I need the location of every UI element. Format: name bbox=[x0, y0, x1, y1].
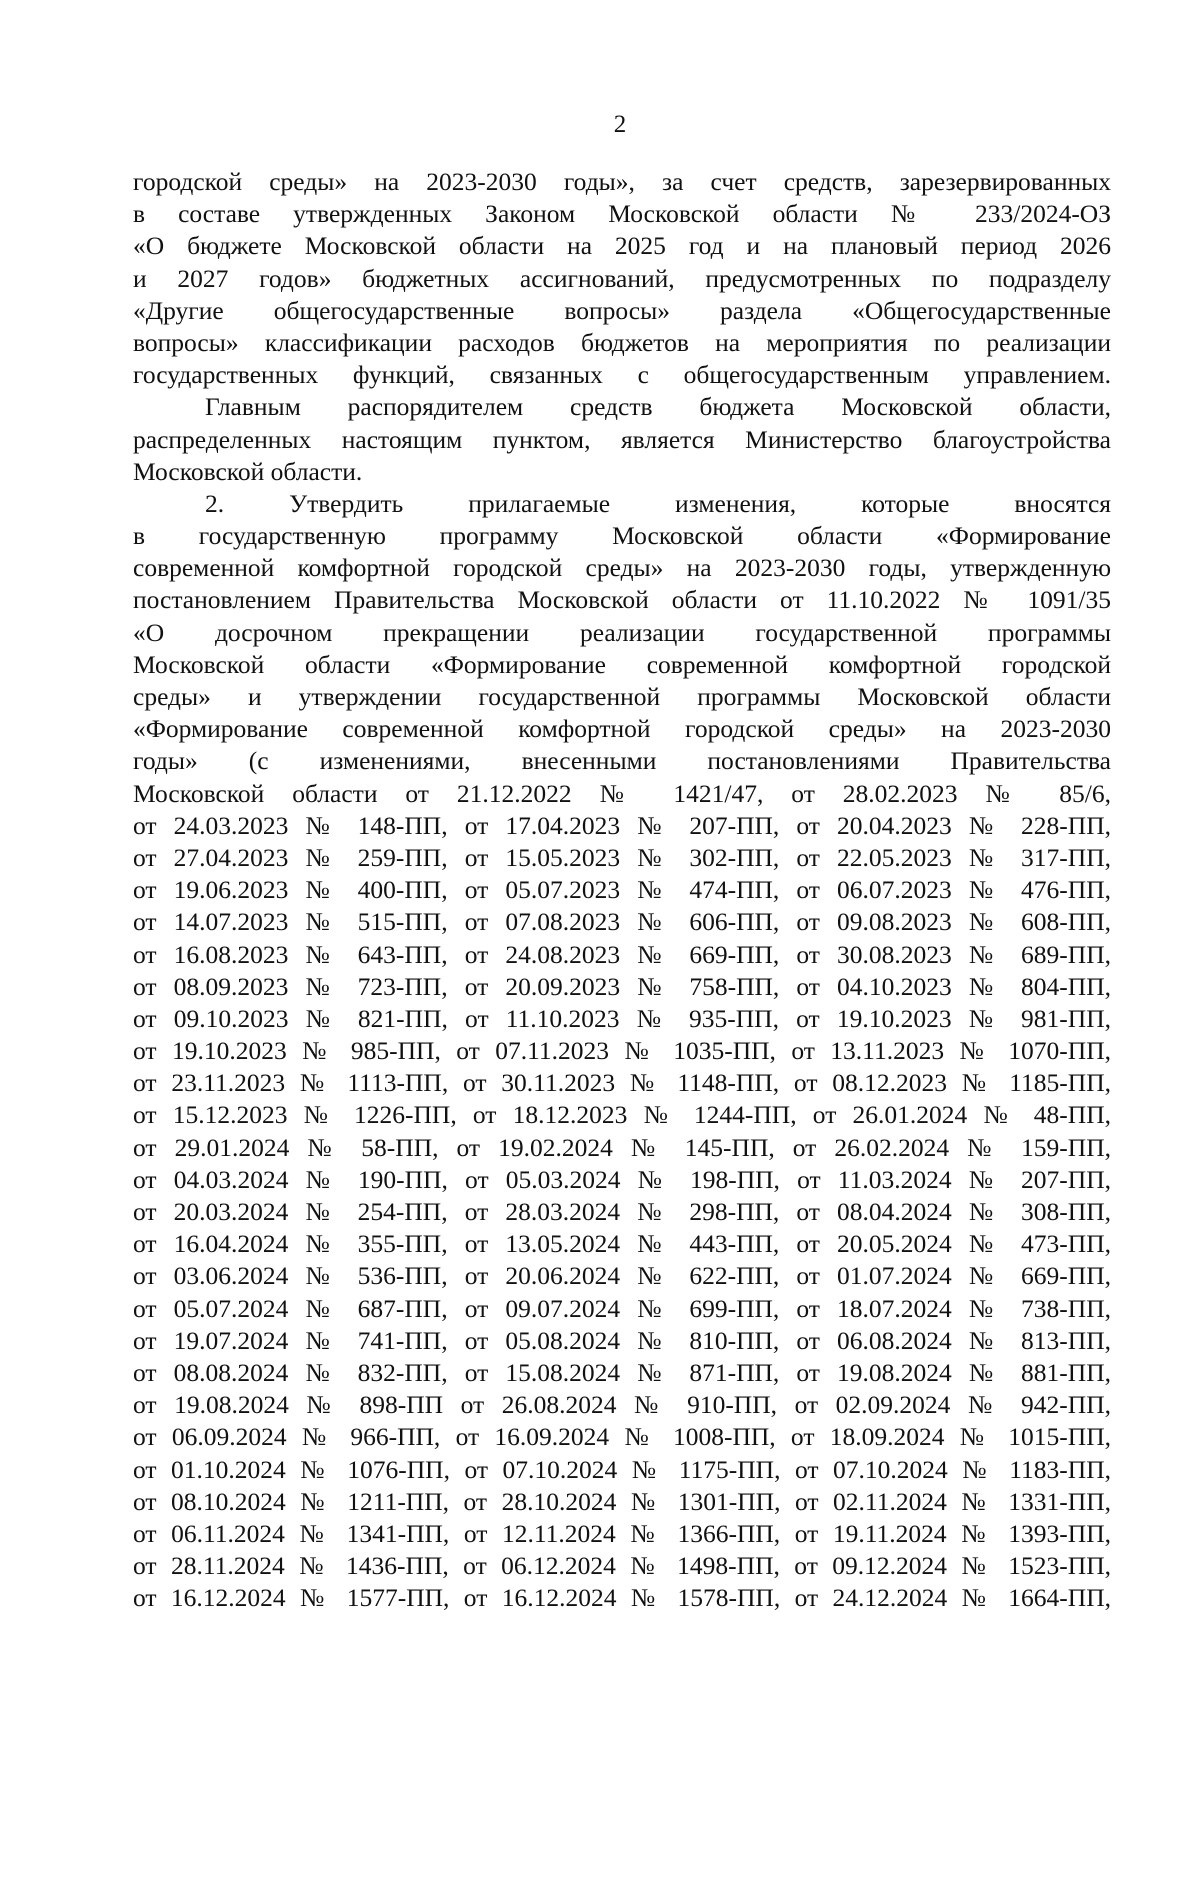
text-line: от 23.11.2023 № 1113-ПП, от 30.11.2023 № 1148-ПП, от 08.12.2023 № 1185-ПП, bbox=[133, 1068, 1111, 1098]
text-line bbox=[133, 1647, 1111, 1679]
text-line: «Формирование современной комфортной городской среды» на 2023-2030 bbox=[133, 714, 1111, 744]
text-line: от 09.10.2023 № 821-ПП, от 11.10.2023 № 935-ПП, от 19.10.2023 № 981-ПП, bbox=[133, 1003, 1111, 1033]
text-line: от 08.10.2024 № 1211-ПП, от 28.10.2024 № 1301-ПП, от 02.11.2024 № 1331-ПП, bbox=[133, 1486, 1111, 1516]
text-line: от 19.06.2023 № 400-ПП, от 05.07.2023 № 474-ПП, от 06.07.2023 № 476-ПП, bbox=[133, 875, 1111, 905]
text-line: от 16.12.2024 № 1577-ПП, от 16.12.2024 № 1578-ПП, от 24.12.2024 № 1664-ПП, bbox=[133, 1583, 1111, 1613]
text-line: Московской области «Формирование современной комфортной городской bbox=[133, 649, 1111, 679]
text-line: среды» и утверждении государственной программы Московской области bbox=[133, 682, 1111, 711]
text-line: от 01.10.2024 № 1076-ПП, от 07.10.2024 № 1175-ПП, от 07.10.2024 № 1183-ПП, bbox=[133, 1454, 1111, 1484]
text-line: в государственную программу Московской области «Формирование bbox=[133, 521, 1111, 551]
text-line bbox=[133, 1711, 1111, 1743]
text-line: от 19.07.2024 № 741-ПП, от 05.08.2024 № 810-ПП, от 06.08.2024 № 813-ПП, bbox=[133, 1325, 1111, 1355]
text-line: от 16.08.2023 № 643-ПП, от 24.08.2023 № 669-ПП, от 30.08.2023 № 689-ПП, bbox=[133, 939, 1111, 969]
text-line: Московской области. bbox=[133, 456, 363, 486]
text-line bbox=[133, 1743, 1111, 1775]
text-line: от 14.07.2023 № 515-ПП, от 07.08.2023 № 606-ПП, от 09.08.2023 № 608-ПП, bbox=[133, 907, 1111, 937]
text-line: от 19.10.2023 № 985-ПП, от 07.11.2023 № 1035-ПП, от 13.11.2023 № 1070-ПП, bbox=[133, 1036, 1111, 1066]
document-body bbox=[133, 166, 1111, 1904]
text-line: 2. Утвердить прилагаемые изменения, которые вносятся bbox=[205, 488, 1111, 518]
text-line: от 19.08.2024 № 898-ПП от 26.08.2024 № 910-ПП, от 02.09.2024 № 942-ПП, bbox=[133, 1390, 1111, 1420]
text-line: от 06.09.2024 № 966-ПП, от 16.09.2024 № 1008-ПП, от 18.09.2024 № 1015-ПП, bbox=[133, 1422, 1111, 1452]
text-line: «Другие общегосударственные вопросы» раздела «Общегосударственные bbox=[133, 295, 1111, 325]
paragraph-budget-reserve bbox=[133, 166, 1111, 391]
text-line: от 29.01.2024 № 58-ПП, от 19.02.2024 № 145-ПП, от 26.02.2024 № 159-ПП, bbox=[133, 1132, 1111, 1162]
page-number: 2 bbox=[613, 111, 627, 138]
text-line: от 24.03.2023 № 148-ПП, от 17.04.2023 № 207-ПП, от 20.04.2023 № 228-ПП, bbox=[133, 810, 1111, 840]
text-line bbox=[133, 1840, 1111, 1872]
text-line: от 27.04.2023 № 259-ПП, от 15.05.2023 № 302-ПП, от 22.05.2023 № 317-ПП, bbox=[133, 842, 1111, 872]
paragraph-item-2 bbox=[133, 488, 1111, 1904]
text-line: Московской области от 21.12.2022 № 1421/47, от 28.02.2023 № 85/6, bbox=[133, 778, 1111, 808]
text-line bbox=[133, 1872, 1111, 1904]
text-line: Главным распорядителем средств бюджета Московской области, bbox=[205, 392, 1111, 422]
text-line: от 04.03.2024 № 190-ПП, от 05.03.2024 № 198-ПП, от 11.03.2024 № 207-ПП, bbox=[133, 1164, 1111, 1194]
text-line: от 06.11.2024 № 1341-ПП, от 12.11.2024 № 1366-ПП, от 19.11.2024 № 1393-ПП, bbox=[133, 1518, 1111, 1548]
text-line: городской среды» на 2023-2030 годы», за счет средств, зарезервированных bbox=[133, 167, 1111, 196]
text-line: распределенных настоящим пунктом, является Министерство благоустройства bbox=[133, 424, 1111, 454]
text-line bbox=[133, 1808, 1111, 1840]
text-line: «О досрочном прекращении реализации государственной программы bbox=[133, 617, 1111, 647]
text-line: годы» (с изменениями, внесенными постановлениями Правительства bbox=[133, 746, 1111, 776]
text-line: современной комфортной городской среды» на 2023-2030 годы, утвержденную bbox=[133, 553, 1111, 583]
text-line: от 03.06.2024 № 536-ПП, от 20.06.2024 № 622-ПП, от 01.07.2024 № 669-ПП, bbox=[133, 1261, 1111, 1291]
text-line: постановлением Правительства Московской области от 11.10.2022 № 1091/35 bbox=[133, 585, 1111, 615]
text-line: от 28.11.2024 № 1436-ПП, от 06.12.2024 № 1498-ПП, от 09.12.2024 № 1523-ПП, bbox=[133, 1551, 1111, 1581]
text-line: «О бюджете Московской области на 2025 год и на плановый период 2026 bbox=[133, 231, 1111, 261]
text-line: от 05.07.2024 № 687-ПП, от 09.07.2024 № 699-ПП, от 18.07.2024 № 738-ПП, bbox=[133, 1293, 1111, 1323]
text-line: в составе утвержденных Законом Московской области № 233/2024-ОЗ bbox=[133, 199, 1111, 229]
text-line: от 20.03.2024 № 254-ПП, от 28.03.2024 № 298-ПП, от 08.04.2024 № 308-ПП, bbox=[133, 1197, 1111, 1226]
text-line: от 08.09.2023 № 723-ПП, от 20.09.2023 № 758-ПП, от 04.10.2023 № 804-ПП, bbox=[133, 971, 1111, 1001]
text-line bbox=[133, 1679, 1111, 1711]
paragraph-chief-administrator bbox=[133, 391, 1111, 488]
text-line: от 15.12.2023 № 1226-ПП, от 18.12.2023 № 1244-ПП, от 26.01.2024 № 48-ПП, bbox=[133, 1100, 1111, 1130]
text-line: вопросы» классификации расходов бюджетов на мероприятия по реализации bbox=[133, 327, 1111, 357]
text-line: и 2027 годов» бюджетных ассигнований, предусмотренных по подразделу bbox=[133, 263, 1111, 293]
text-line: от 16.04.2024 № 355-ПП, от 13.05.2024 № 443-ПП, от 20.05.2024 № 473-ПП, bbox=[133, 1229, 1111, 1259]
text-line bbox=[133, 1614, 1111, 1646]
text-line: государственных функций, связанных с общегосударственным управлением. bbox=[133, 360, 1111, 390]
text-line bbox=[133, 1775, 1111, 1807]
text-line: от 08.08.2024 № 832-ПП, от 15.08.2024 № 871-ПП, от 19.08.2024 № 881-ПП, bbox=[133, 1357, 1111, 1387]
